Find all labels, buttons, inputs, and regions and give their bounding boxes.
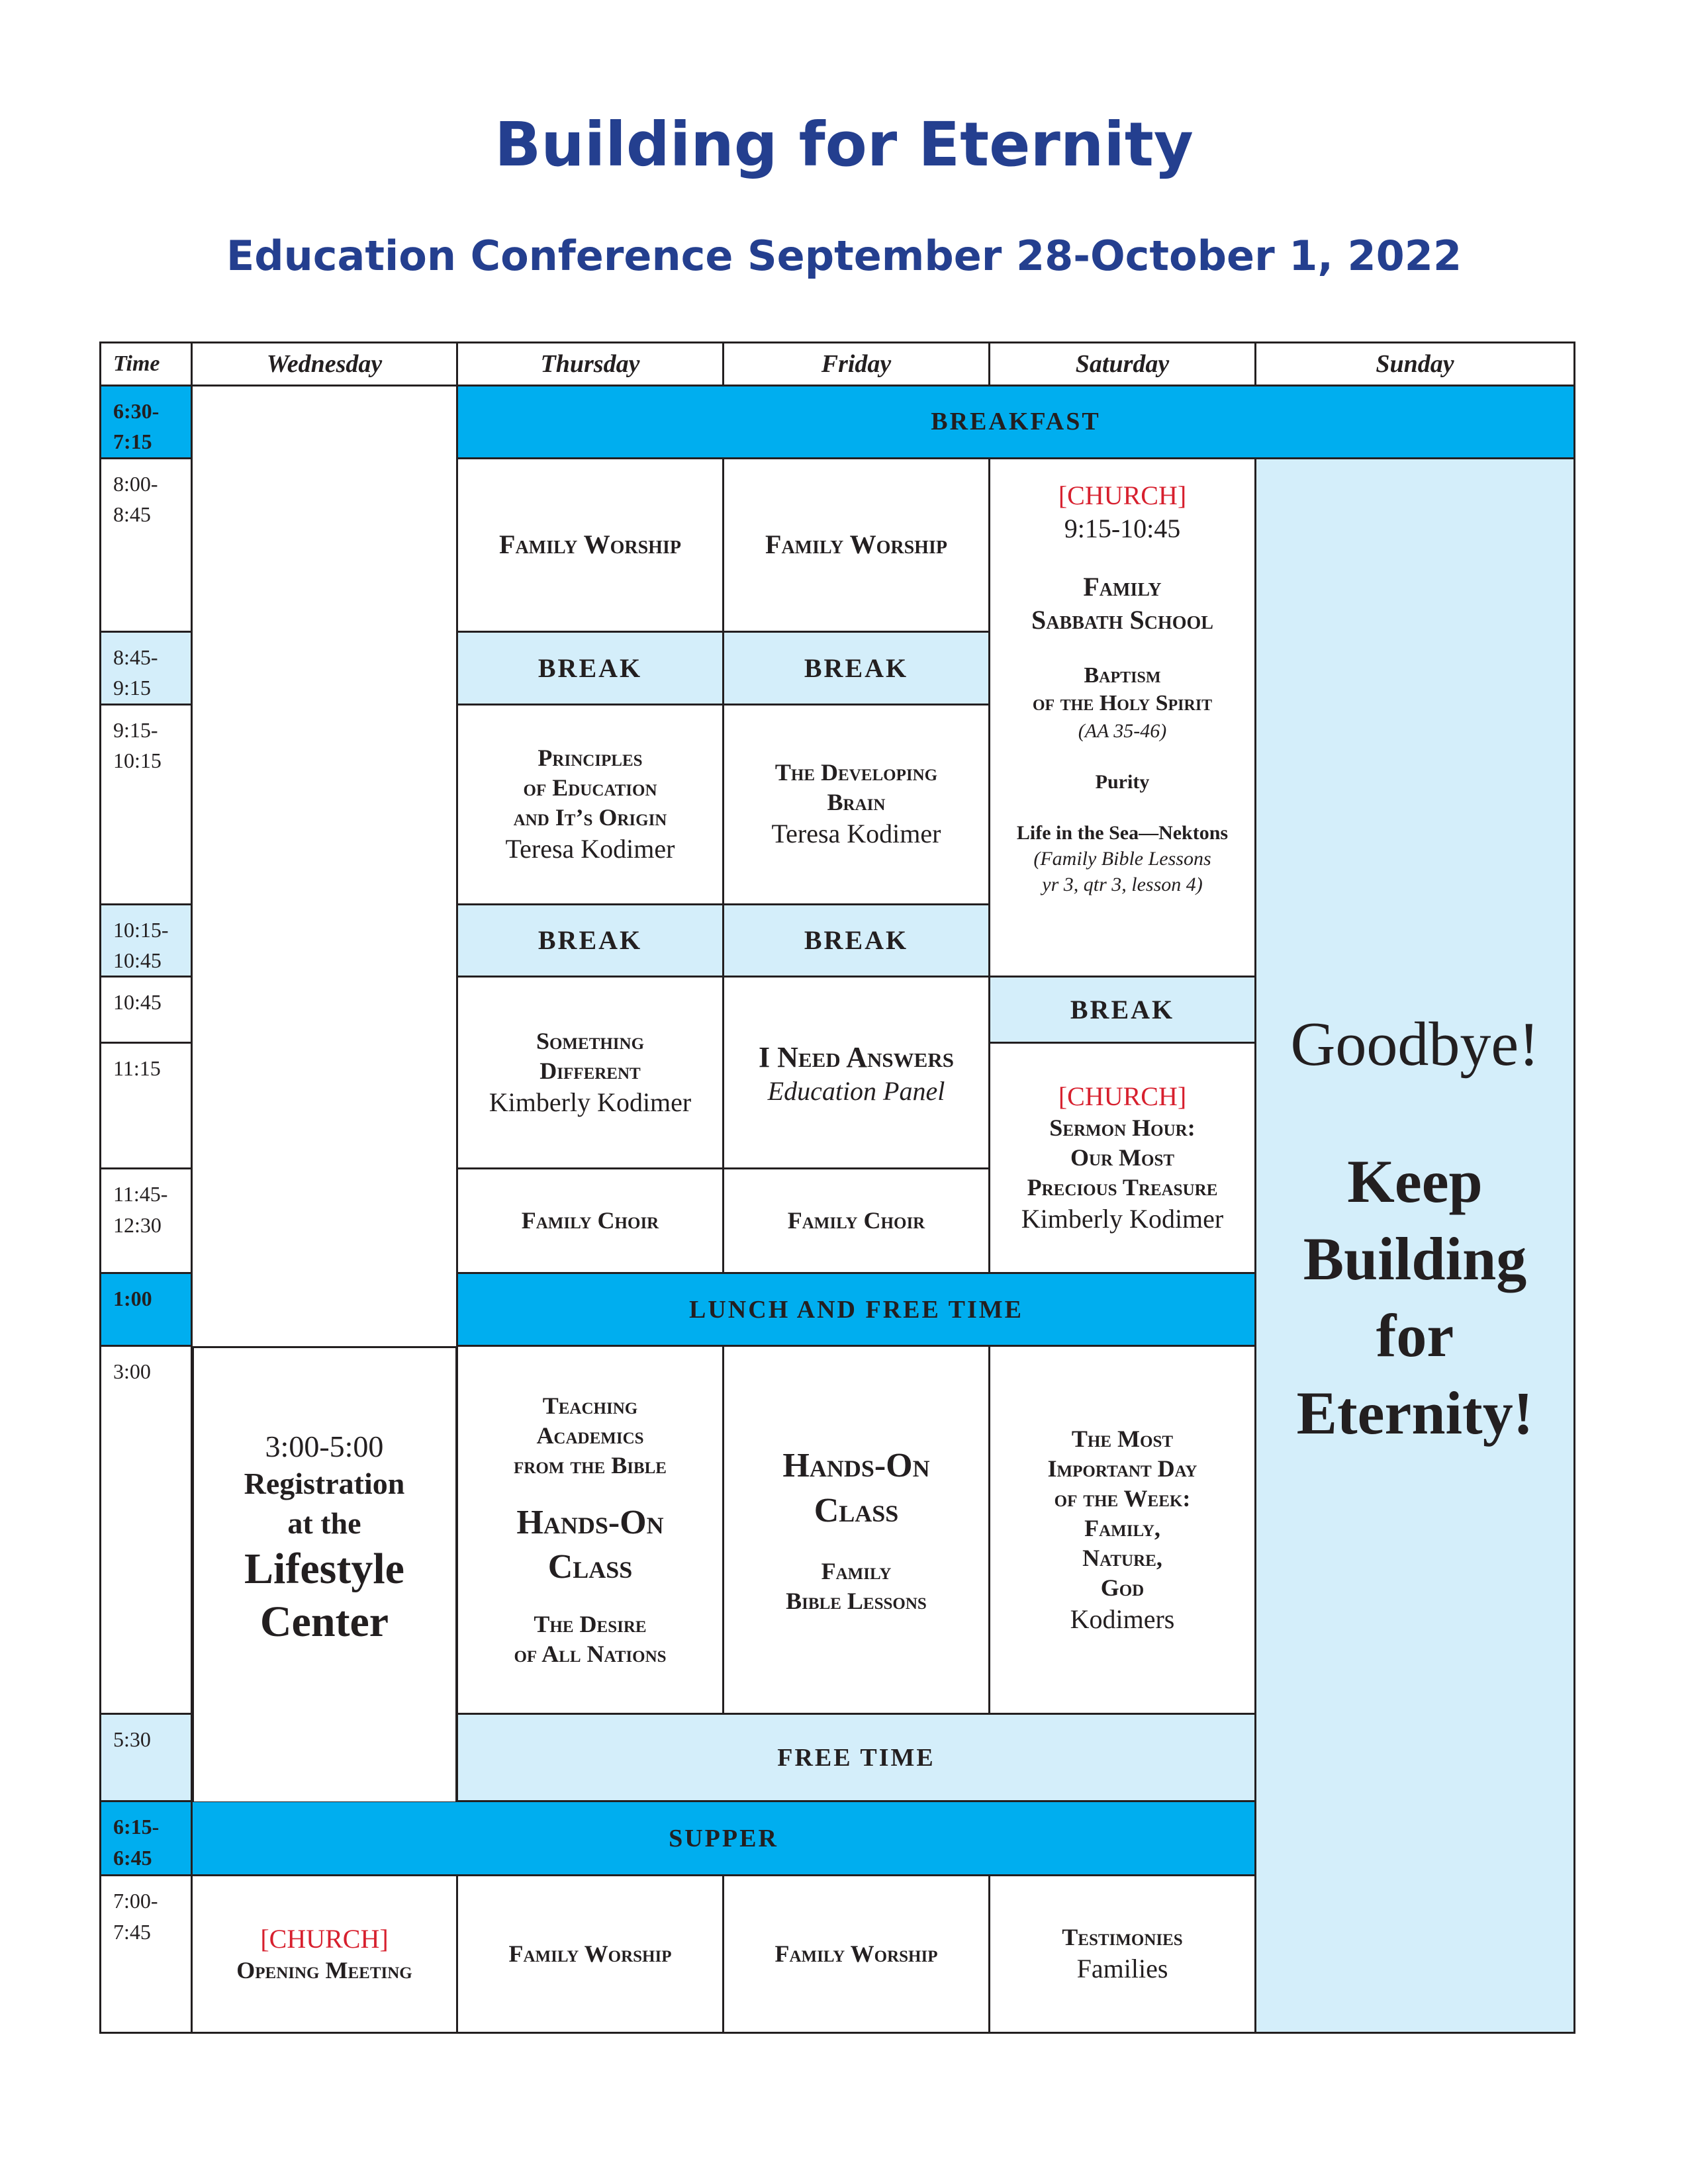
time-cell: 8:45- 9:15	[101, 631, 192, 704]
friday-family-worship: Family Worship	[724, 458, 990, 631]
time-cell: 11:45- 12:30	[101, 1169, 192, 1273]
thursday-family-choir: Family Choir	[457, 1169, 724, 1273]
friday-column-header: Friday	[724, 343, 990, 386]
thursday-break: BREAK	[457, 631, 724, 704]
header-row	[101, 343, 1575, 386]
saturday-column-header: Saturday	[990, 343, 1256, 386]
friday-handson-class: Hands-On Class Family Bible Lessons	[724, 1346, 990, 1714]
time-cell: 6:30- 7:15	[101, 386, 192, 459]
page-title: Building for Eternity	[494, 109, 1194, 180]
thursday-principles-session: Principles of Education and It’s Origin Teresa Kodimer	[457, 704, 724, 904]
wednesday-registration: 3:00-5:00 Registration at the Lifestyle Center	[192, 1346, 457, 1801]
friday-break: BREAK	[724, 904, 990, 977]
friday-break: BREAK	[724, 631, 990, 704]
supper-row: SUPPER	[192, 1801, 1256, 1876]
friday-brain-session: The Developing Brain Teresa Kodimer	[724, 704, 990, 904]
time-cell: 5:30	[101, 1714, 192, 1801]
time-cell: 7:00- 7:45	[101, 1876, 192, 2033]
saturday-break: BREAK	[990, 977, 1256, 1043]
thursday-family-worship: Family Worship	[457, 458, 724, 631]
thursday-teaching-class: Teaching Academics from the Bible Hands-On Class The Desire of All Nations	[457, 1346, 724, 1714]
time-cell: 11:15	[101, 1043, 192, 1169]
wednesday-column-header: Wednesday	[192, 343, 457, 386]
time-cell: 8:00- 8:45	[101, 458, 192, 631]
saturday-important-day: The Most Important Day of the Week: Family, Nature, God Kodimers	[990, 1346, 1256, 1714]
time-cell: 6:15- 6:45	[101, 1801, 192, 1876]
wednesday-opening-meeting: [CHURCH] Opening Meeting	[192, 1876, 457, 2033]
lunch-row: LUNCH AND FREE TIME	[457, 1273, 1256, 1346]
friday-family-choir: Family Choir	[724, 1169, 990, 1273]
breakfast-row: BREAKFAST	[457, 386, 1575, 459]
time-cell: 10:45	[101, 977, 192, 1043]
thursday-evening-worship: Family Worship	[457, 1876, 724, 2033]
saturday-testimonies: Testimonies Families	[990, 1876, 1256, 2033]
free-time-row: FREE TIME	[457, 1714, 1256, 1801]
thursday-break: BREAK	[457, 904, 724, 977]
time-cell: 1:00	[101, 1273, 192, 1346]
friday-answers-session: I Need Answers Education Panel	[724, 977, 990, 1169]
thursday-something-session: Something Different Kimberly Kodimer	[457, 977, 724, 1169]
sunday-column-header: Sunday	[1256, 343, 1575, 386]
saturday-sermon-hour: [CHURCH] Sermon Hour: Our Most Precious Treasure Kimberly Kodimer	[990, 1043, 1256, 1273]
time-cell: 10:15- 10:45	[101, 904, 192, 977]
page-subtitle: Education Conference September 28-October 1, 2022	[226, 232, 1462, 280]
time-cell: 9:15- 10:15	[101, 704, 192, 904]
thursday-column-header: Thursday	[457, 343, 724, 386]
time-column-header: Time	[101, 343, 192, 386]
saturday-sabbath-school: [CHURCH] 9:15-10:45 Family Sabbath School Baptism of the Holy Spirit (AA 35-46) Purity Life in the Sea—Nektons (Family Bible Lessons yr 3, qtr 3, lesson 4)	[990, 458, 1256, 977]
time-cell: 3:00	[101, 1346, 192, 1714]
sunday-farewell-cell: Goodbye! Keep Building for Eternity!	[1256, 458, 1575, 2033]
friday-evening-worship: Family Worship	[724, 1876, 990, 2033]
